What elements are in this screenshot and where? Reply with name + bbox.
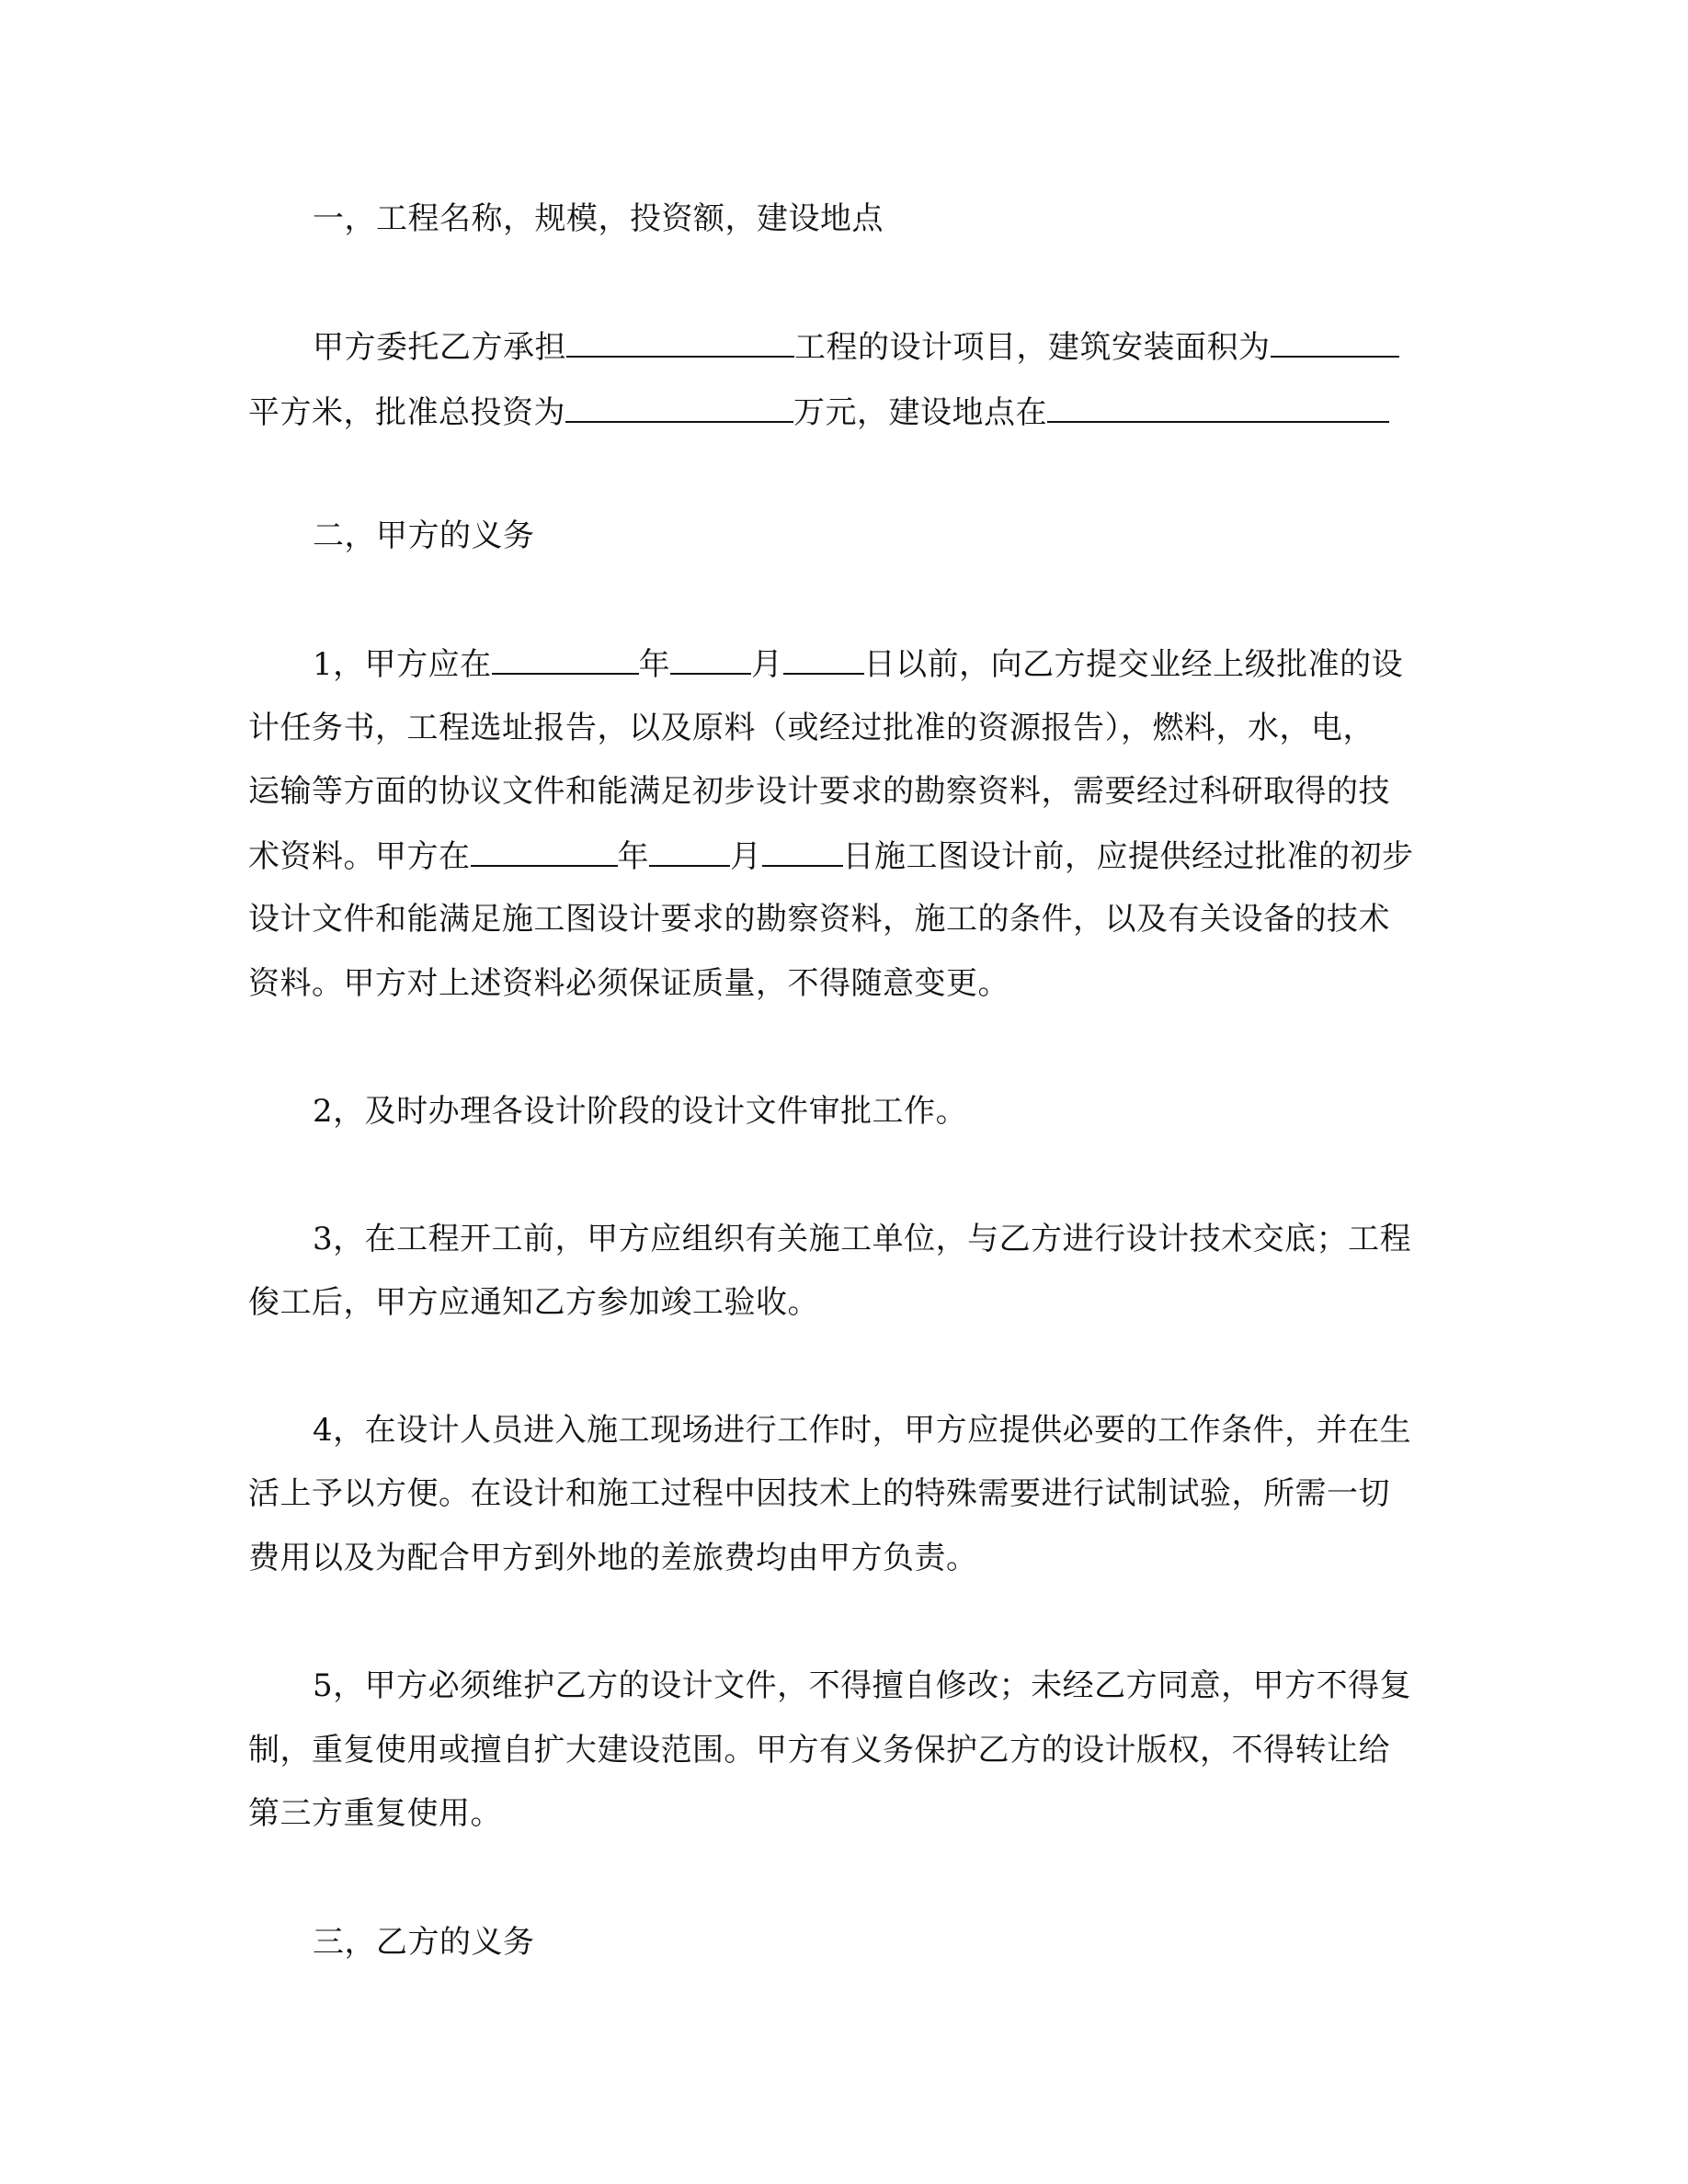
location-blank[interactable] <box>1047 393 1389 423</box>
paragraph-line: 甲方委托乙方承担 工程的设计项目，建筑安装面积为 <box>313 328 1399 365</box>
paragraph-line: 平方米，批准总投资为 万元，建设地点在 <box>248 393 1389 430</box>
paragraph-line: 2，及时办理各设计阶段的设计文件审批工作。 <box>313 1093 968 1130</box>
year-blank[interactable] <box>492 645 639 675</box>
paragraph-line: 术资料。甲方在 年 月 日施工图设计前，应提供经过批准的初步 <box>248 838 1414 875</box>
paragraph-line: 3，在工程开工前，甲方应组织有关施工单位，与乙方进行设计技术交底；工程 <box>313 1221 1412 1257</box>
paragraph-line: 活上予以方便。在设计和施工过程中因技术上的特殊需要进行试制试验，所需一切 <box>248 1475 1390 1512</box>
day-blank[interactable] <box>762 837 843 867</box>
section-heading-3: 三，乙方的义务 <box>313 1924 535 1961</box>
section-heading-1: 一，工程名称，规模，投资额，建设地点 <box>313 200 884 237</box>
paragraph-line: 1，甲方应在 年 月 日以前，向乙方提交业经上级批准的设 <box>313 646 1404 683</box>
investment-blank[interactable] <box>565 393 793 423</box>
paragraph-line: 资料。甲方对上述资料必须保证质量，不得随意变更。 <box>248 965 1009 1002</box>
paragraph-line: 第三方重复使用。 <box>248 1795 502 1832</box>
day-blank[interactable] <box>783 645 864 675</box>
month-blank[interactable] <box>649 837 730 867</box>
paragraph-line: 俊工后，甲方应通知乙方参加竣工验收。 <box>248 1284 819 1321</box>
section-heading-2: 二，甲方的义务 <box>313 518 535 554</box>
paragraph-line: 设计文件和能满足施工图设计要求的勘察资料，施工的条件，以及有关设备的技术 <box>248 901 1390 938</box>
month-blank[interactable] <box>670 645 751 675</box>
paragraph-line: 制，重复使用或擅自扩大建设范围。甲方有义务保护乙方的设计版权，不得转让给 <box>248 1732 1390 1769</box>
year-blank[interactable] <box>471 837 618 867</box>
paragraph-line: 运输等方面的协议文件和能满足初步设计要求的勘察资料，需要经过科研取得的技 <box>248 773 1390 810</box>
paragraph-line: 计任务书，工程选址报告，以及原料（或经过批准的资源报告），燃料，水，电， <box>248 710 1374 746</box>
paragraph-line: 5，甲方必须维护乙方的设计文件，不得擅自修改；未经乙方同意，甲方不得复 <box>313 1667 1412 1704</box>
paragraph-line: 4，在设计人员进入施工现场进行工作时，甲方应提供必要的工作条件，并在生 <box>313 1412 1412 1449</box>
project-name-blank[interactable] <box>566 328 794 358</box>
area-blank[interactable] <box>1271 328 1399 358</box>
paragraph-line: 费用以及为配合甲方到外地的差旅费均由甲方负责。 <box>248 1540 978 1576</box>
